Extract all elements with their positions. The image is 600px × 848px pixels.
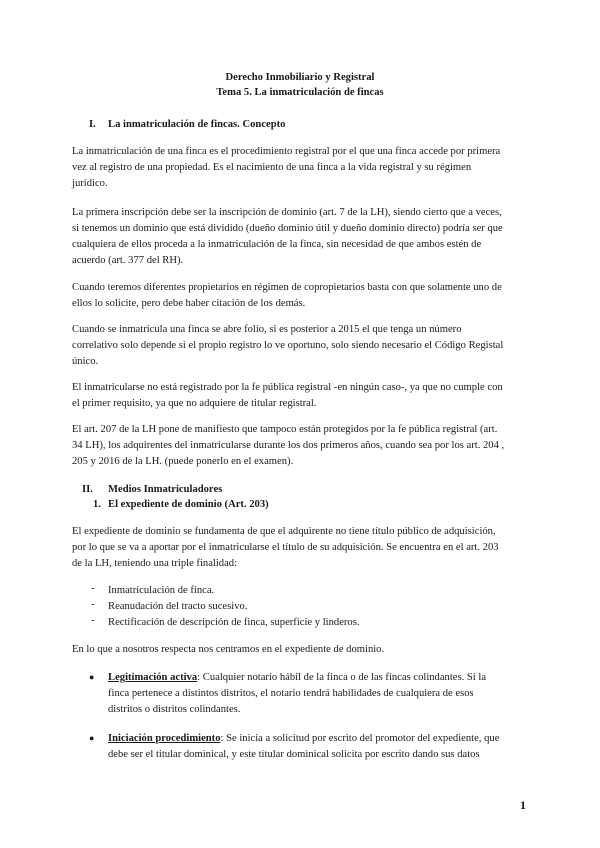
list-item: Inmatriculación de finca. [108,585,215,596]
bullet-line: finca pertenece a distintos distritos, el notario tendrá habilidades de cualquiera de esos [108,688,474,699]
bullet-text: : Se inicia a solicitud por escrito del promotor del expediente, que [220,733,500,744]
list-item: Reanudación del tracto sucesivo. [108,601,248,612]
paragraph-line: Cuando se inmatricula una finca se abre folio, si es posterior a 2015 el que tenga un número [72,324,462,335]
paragraph-line: por lo que se va a aportar por el inmatricularse el título de su adquisición. Se encuentra en el art. 203 [72,542,499,553]
bullet-icon: ● [89,733,95,743]
paragraph-line: acuerdo (art. 377 del RH). [72,255,184,266]
paragraph-line: El art. 207 de la LH pone de manifiesto que tampoco están protegidos por la fe pública registral (art. [72,424,498,435]
bullet-lead: Iniciación procedimiento [108,733,221,744]
paragraph-line: En lo que a nosotros respecta nos centramos en el expediente de dominio. [72,644,385,655]
paragraph-line: jurídico. [72,178,108,189]
dash-marker: - [91,615,95,626]
paragraph-line: La primera inscripción debe ser la inscripción de dominio (art. 7 de la LH), siendo cierto que a veces, [72,207,502,218]
section-1-heading: La inmatriculación de fincas. Concepto [108,119,286,130]
bullet-line: debe ser el titular dominical, y este titular dominical solicita por escrito dando sus datos [108,749,480,760]
section-2-number: II. [82,484,93,495]
list-item: Rectificación de descripción de finca, superficie y linderos. [108,617,360,628]
bullet-line: distritos o distritos colindantes. [108,704,241,715]
paragraph-line: Cuando teremos diferentes propietarios en régimen de copropietarios basta con que solamente uno de [72,282,502,293]
paragraph-line: vez al registro de una propiedad. Es el nacimiento de una finca a la vida registral y su régimen [72,162,472,173]
paragraph-line: el primer requisito, ya que no adquiere de titular registral. [72,398,317,409]
paragraph-line: ellos lo solicite, pero debe haber citación de los demás. [72,298,306,309]
paragraph-line: La inmatriculación de una finca es el procedimiento registral por el que una finca accede por primera [72,146,501,157]
bullet-icon: ● [89,672,95,682]
paragraph-line: si tenemos un dominio que está dividido (dueño dominio útil y dueño dominio directo) podría ser que [72,223,503,234]
bullet-lead: Legitimación activa [108,672,198,683]
paragraph-line: único. [72,356,99,367]
paragraph-line: de la LH, teniendo una triple finalidad: [72,558,238,569]
paragraph-line: 205 y 2016 de la LH. (puede ponerlo en el examen). [72,456,294,467]
section-1-number: I. [89,119,96,130]
document-title: Derecho Inmobiliario y Registral [225,72,375,83]
bullet-line [108,670,486,686]
dash-marker: - [91,583,95,594]
subsection-heading: El expediente de dominio (Art. 203) [108,499,269,510]
section-2-heading: Medios Inmatriculadores [108,484,223,495]
bullet-text: : Cualquier notario hábil de la finca o de las fincas colindantes. Si la [197,672,487,683]
paragraph-line: 34 LH), los adquirentes del inmatricularse durante los dos primeros años, cuando sea por los art. 204 , [72,440,505,451]
paragraph-line: correlativo solo depende si el propio registro lo ve oportuno, solo siendo necesario el Código Registal [72,340,504,351]
paragraph-line: cualquiera de ellos proceda a la inmatriculación de la finca, sin necesidad de que ambos estén de [72,239,482,250]
subsection-number: 1. [93,499,101,510]
paragraph-line: El expediente de dominio se fundamenta de que el adquirente no tiene título público de adquisición, [72,526,496,537]
document-subtitle: Tema 5. La inmatriculación de fincas [216,87,384,98]
paragraph-line: El inmatricularse no está registrado por la fe pública registral -en ningún caso-, ya que no cumple con [72,382,503,393]
dash-marker: - [91,599,95,610]
bullet-line [108,731,499,747]
page-number: 1 [520,798,526,812]
